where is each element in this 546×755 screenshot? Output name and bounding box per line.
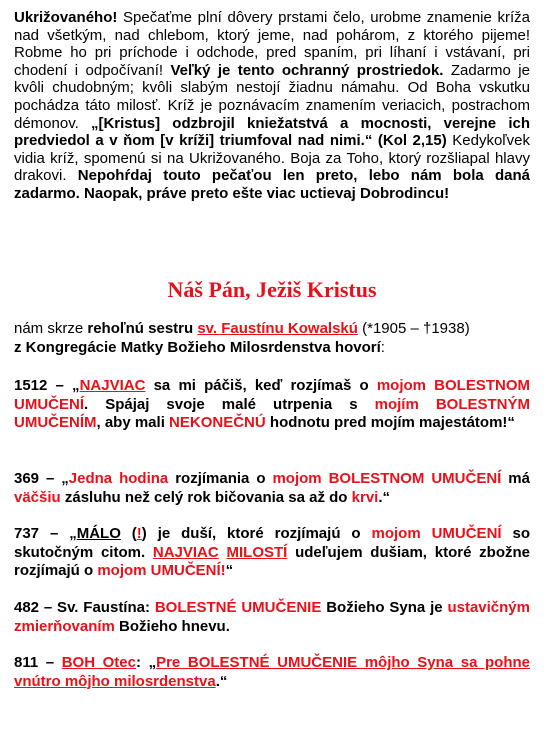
intro-text-3: Kedykoľvek vidia kríž, spomenú si na Ukrižovaného. Boja za Toho, ktorý rozšliapal hlavy drakovi. [14, 132, 530, 185]
intro-bold-2: Veľký je tento ochranný prostriedok. [170, 61, 444, 79]
source-years: (*1905 – †1938) [357, 320, 470, 337]
intro-text-1: Spečaťme plní dôvery prstami čelo, urobme znamenie kríža nad všetkým, nad chlebom, ktorý jeme, nad pohárom, z ktorého pijeme! Robme ho pri príchode i odchode, pred spaním, pri líhaní i vstávaní, pri chodení i odpočívaní! [14, 9, 530, 79]
source-congregation: z Kongregácie Matky Božieho Milosrdenstva hovorí [14, 338, 381, 356]
intro-text-2: Zadarmo je kvôli chudobným; kvôli slabým nestojí žiadnu námahu. Od Boha vskutku pochádza táto milosť. Kríž je poznávacím znamením veriacich, postrachom démonov. [14, 61, 530, 132]
intro-bold-3: Nepohŕdaj touto pečaťou len preto, lebo nám bola daná zadarmo. Naopak, práve preto ešte viac uctievaj Dobrodincu! [14, 167, 530, 202]
section-title: Náš Pán, Ježiš Kristus [167, 277, 377, 302]
quote-1512: 1512 – „NAJVIAC sa mi páčiš, keď rozjímaš o mojom BOLESTNOM UMUČENÍ. Spájaj svoje malé utrpenia s mojím BOLESTNÝM UMUČENÍM, aby mali NEKONEČNÚ hodnotu pred mojím majestátom!“ [14, 377, 530, 432]
intro-bold-1: Ukrižovaného! [14, 9, 118, 26]
quote-482: 482 – Sv. Faustína: BOLESTNÉ UMUČENIE Božieho Syna je ustavičným zmierňovaním Božieho hnevu. [14, 599, 530, 635]
quote-369: 369 – „Jedna hodina rozjímania o mojom BOLESTNOM UMUČENÍ má väčšiu zásluhu než celý rok bičovania sa až do krvi.“ [14, 470, 530, 506]
source-paragraph: nám skrze rehoľnú sestru sv. Faustínu Kowalskú (*1905 – †1938) z Kongregácie Matky Božieho Milosrdenstva hovorí: [14, 320, 470, 356]
source-text: nám skrze [14, 320, 88, 337]
source-sister: rehoľnú sestru [87, 320, 194, 337]
document-page [14, 9, 530, 690]
intro-paragraph [14, 9, 530, 203]
quote-811: 811 – BOH Otec: „Pre BOLESTNÉ UMUČENIE môjho Syna sa pohne vnútro môjho milosrdenstva.“ [14, 654, 530, 690]
intro-bible-quote: „[Kristus] odzbrojil kniežatstvá a mocnosti, verejne ich predviedol a v ňom [v kríži] triumfoval nad nimi.“ (Kol 2,15) [14, 114, 530, 150]
quote-737: 737 – „MÁLO (!) je duší, ktoré rozjímajú o mojom UMUČENÍ so skutočným citom. NAJVIAC MILOSTÍ udeľujem dušiam, ktoré zbožne rozjímajú o mojom UMUČENÍ!“ [14, 525, 530, 580]
source-saint-name: sv. Faustínu Kowalskú [197, 320, 358, 337]
